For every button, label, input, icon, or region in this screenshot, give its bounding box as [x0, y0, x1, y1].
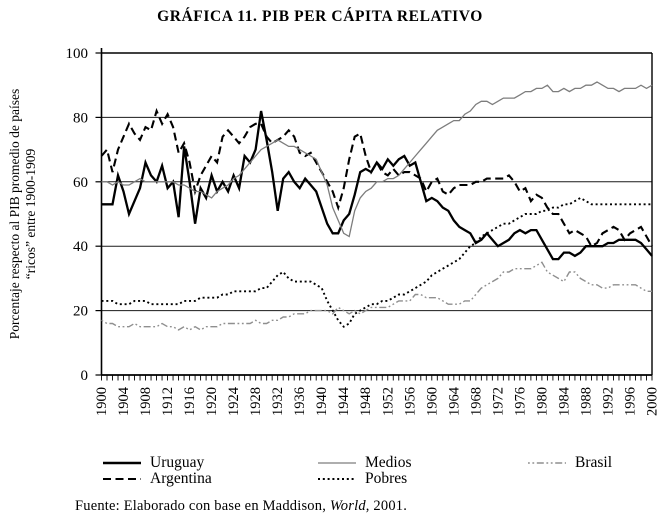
x-tick-label-2000: 2000: [644, 387, 661, 416]
x-tick-label-1964: 1964: [446, 387, 463, 416]
x-tick-label-1980: 1980: [534, 387, 551, 416]
legend-line-pobres: [318, 472, 356, 486]
legend-line-brasil: [528, 456, 566, 470]
series-line-brasil: [102, 262, 653, 330]
x-tick-label-1928: 1928: [248, 387, 265, 416]
x-tick-label-1920: 1920: [204, 387, 221, 416]
x-tick-label-1976: 1976: [512, 387, 529, 416]
x-tick-label-1984: 1984: [556, 387, 573, 416]
x-tick-label-1992: 1992: [600, 387, 617, 416]
y-tick-label-0: 0: [80, 368, 88, 384]
x-tick-label-1960: 1960: [424, 387, 441, 416]
x-tick-label-1956: 1956: [402, 387, 419, 416]
legend-item-medios: [318, 455, 412, 471]
legend-label-medios: Medios: [365, 454, 412, 471]
source-prefix: Fuente: Elaborado con base en Maddison,: [75, 498, 330, 514]
legend-label-brasil: Brasil: [575, 454, 613, 471]
source-italic: World: [329, 498, 366, 514]
x-tick-label-1952: 1952: [380, 387, 397, 416]
y-tick-label-60: 60: [73, 174, 88, 191]
y-tick-label-20: 20: [73, 303, 88, 320]
y-tick-label-80: 80: [73, 110, 88, 127]
x-tick-label-1900: 1900: [94, 387, 110, 416]
x-tick-label-1904: 1904: [116, 387, 133, 416]
legend-label-argentina: Argentina: [150, 470, 212, 487]
y-axis-label-line2: “ricos” entre 1900-1909: [23, 148, 38, 280]
x-tick-label-1940: 1940: [314, 387, 331, 416]
x-tick-label-1948: 1948: [358, 387, 375, 416]
x-tick-label-1924: 1924: [226, 387, 243, 416]
x-tick-label-1988: 1988: [578, 387, 595, 416]
y-axis-label-line1: Porcentaje respecto al PIB promedio de países: [7, 88, 22, 340]
source-note: [75, 498, 407, 515]
x-tick-label-1944: 1944: [336, 387, 353, 416]
x-tick-label-1916: 1916: [182, 387, 199, 416]
x-tick-label-1936: 1936: [292, 387, 309, 416]
legend-item-brasil: [528, 455, 612, 471]
x-tick-label-1912: 1912: [160, 387, 177, 416]
legend-item-pobres: [318, 471, 407, 487]
y-tick-label-40: 40: [73, 239, 88, 256]
x-tick-label-1972: 1972: [490, 387, 507, 416]
legend-line-argentina: [103, 472, 141, 486]
x-tick-label-1908: 1908: [138, 387, 155, 416]
legend-line-medios: [318, 456, 356, 470]
x-tick-label-1996: 1996: [622, 387, 639, 416]
source-suffix: , 2001.: [365, 498, 408, 514]
series-line-pobres: [102, 198, 653, 327]
legend-item-argentina: [103, 471, 212, 487]
legend-label-pobres: Pobres: [365, 470, 408, 487]
legend-line-uruguay: [103, 456, 141, 470]
y-tick-label-100: 100: [65, 46, 88, 62]
legend-label-uruguay: Uruguay: [150, 454, 205, 471]
series-line-argentina: [102, 111, 653, 246]
x-tick-label-1932: 1932: [270, 387, 287, 416]
x-tick-label-1968: 1968: [468, 387, 485, 416]
legend-item-uruguay: [103, 455, 204, 471]
chart-title: GRÁFICA 11. PIB PER CÁPITA RELATIVO: [157, 8, 483, 25]
